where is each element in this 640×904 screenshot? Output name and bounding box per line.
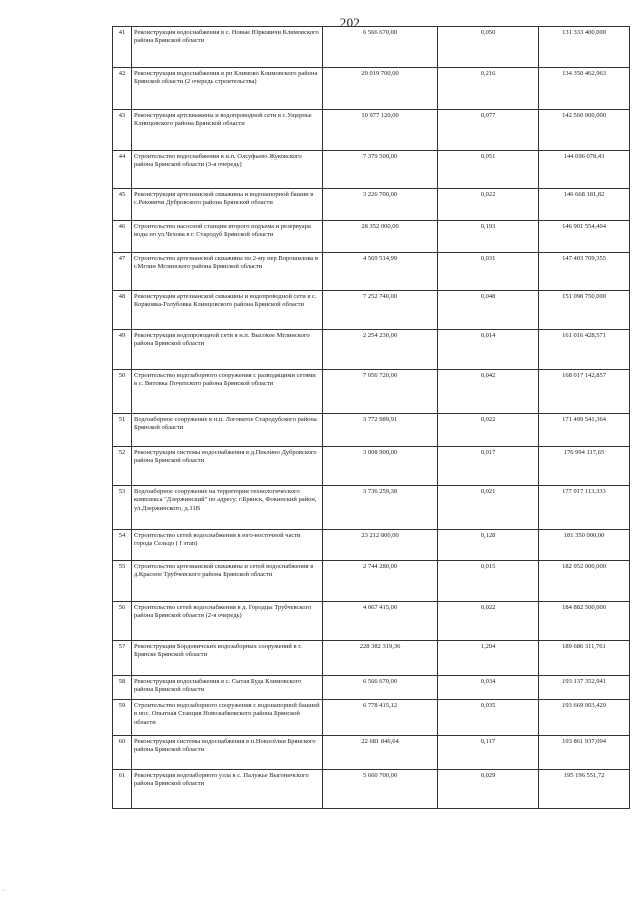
project-share: 0,034 bbox=[438, 676, 539, 700]
cumulative-total: 176 994 117,65 bbox=[539, 447, 630, 486]
cumulative-total: 142 560 000,000 bbox=[539, 110, 630, 151]
project-share: 0,015 bbox=[438, 561, 539, 602]
row-number: 51 bbox=[113, 414, 132, 447]
project-share: 0,017 bbox=[438, 447, 539, 486]
project-share: 1,204 bbox=[438, 641, 539, 676]
project-name: Реконструкция водоснабжения в рп Климово Климовского района Брянской области (2 очередь строительства) bbox=[132, 68, 323, 110]
project-name: Реконструкция водоснабжения в с. Новые Юрковичи Климовского района Брянской области bbox=[132, 27, 323, 68]
project-amount: 5 660 700,00 bbox=[323, 770, 438, 809]
table-row bbox=[113, 189, 630, 221]
page-number: 202 bbox=[339, 15, 361, 30]
row-number: 49 bbox=[113, 330, 132, 370]
cumulative-total: 189 686 311,761 bbox=[539, 641, 630, 676]
table-row bbox=[113, 221, 630, 253]
table-row bbox=[113, 676, 630, 700]
table-row bbox=[113, 27, 630, 68]
row-number: 46 bbox=[113, 221, 132, 253]
table-row bbox=[113, 486, 630, 530]
project-amount: 7 056 720,00 bbox=[323, 370, 438, 414]
row-number: 48 bbox=[113, 291, 132, 330]
row-number: 58 bbox=[113, 676, 132, 700]
row-number: 52 bbox=[113, 447, 132, 486]
row-number: 54 bbox=[113, 530, 132, 561]
table-row bbox=[113, 330, 630, 370]
project-name: Строительство сетей водоснабжения в юго-восточной части города Сельцо ( I этап) bbox=[132, 530, 323, 561]
project-share: 0,048 bbox=[438, 291, 539, 330]
project-share: 0,193 bbox=[438, 221, 539, 253]
table-row bbox=[113, 770, 630, 809]
project-amount: 10 977 120,00 bbox=[323, 110, 438, 151]
cumulative-total: 182 952 000,000 bbox=[539, 561, 630, 602]
project-name: Реконструкция водозаборного узла в с. Палужье Выгоничского района Брянской области bbox=[132, 770, 323, 809]
project-name: Строительство насосной станции второго подъема и резервуара воды по ул.Чехова в г. Стародуб Брянской области bbox=[132, 221, 323, 253]
row-number: 41 bbox=[113, 27, 132, 68]
project-share: 0,021 bbox=[438, 486, 539, 530]
project-share: 0,014 bbox=[438, 330, 539, 370]
scan-artifact: · bbox=[2, 885, 5, 895]
table-row bbox=[113, 561, 630, 602]
table-row bbox=[113, 641, 630, 676]
project-amount: 3 736 259,38 bbox=[323, 486, 438, 530]
row-number: 57 bbox=[113, 641, 132, 676]
project-name: Строительство водоснабжения в н.п. Олсуфьево Жуковского района Брянской области (3-я очередь) bbox=[132, 151, 323, 189]
project-share: 0,216 bbox=[438, 68, 539, 110]
projects-table bbox=[112, 26, 630, 809]
project-amount: 29 019 700,00 bbox=[323, 68, 438, 110]
project-amount: 7 252 740,00 bbox=[323, 291, 438, 330]
row-number: 42 bbox=[113, 68, 132, 110]
project-amount: 28 352 000,00 bbox=[323, 221, 438, 253]
project-share: 0,051 bbox=[438, 151, 539, 189]
project-name: Реконструкция водопроводной сети в н.п. Высокое Мглинского района Брянской области bbox=[132, 330, 323, 370]
cumulative-total: 134 350 462,963 bbox=[539, 68, 630, 110]
cumulative-total: 193 669 003,429 bbox=[539, 700, 630, 736]
table-row bbox=[113, 253, 630, 291]
cumulative-total: 146 901 554,404 bbox=[539, 221, 630, 253]
row-number: 43 bbox=[113, 110, 132, 151]
cumulative-total: 181 350 000,00 bbox=[539, 530, 630, 561]
row-number: 50 bbox=[113, 370, 132, 414]
cumulative-total: 193 861 937,094 bbox=[539, 736, 630, 770]
row-number: 56 bbox=[113, 602, 132, 641]
project-name: Реконструкция артезианской скважины и водонапорной башни в с.Рековичи Дубровского района Брянской области bbox=[132, 189, 323, 221]
project-name: Водозаборное сооружение на территории технологического комплекса "Дзержинский" по адресу: г.Брянск, Фокинский район, ул.Дзержинского, д.11В bbox=[132, 486, 323, 530]
project-amount: 6 778 415,12 bbox=[323, 700, 438, 736]
cumulative-total: 147 403 709,355 bbox=[539, 253, 630, 291]
project-name: Строительство артезианской скважины по 2-му пер Ворошилова в г.Мглин Мглинского района Брянской области bbox=[132, 253, 323, 291]
cumulative-total: 146 668 181,82 bbox=[539, 189, 630, 221]
cumulative-total: 193 137 352,941 bbox=[539, 676, 630, 700]
project-amount: 7 379 500,00 bbox=[323, 151, 438, 189]
table-row bbox=[113, 530, 630, 561]
table-row bbox=[113, 602, 630, 641]
project-name: Реконструкция системы водоснабжения в п.Новосёлки Брянского района Брянской области bbox=[132, 736, 323, 770]
row-number: 44 bbox=[113, 151, 132, 189]
project-name: Реконструкция системы водоснабжения в д.Пеклино Дубровского района Брянской области bbox=[132, 447, 323, 486]
row-number: 61 bbox=[113, 770, 132, 809]
table-row bbox=[113, 447, 630, 486]
table-row bbox=[113, 291, 630, 330]
project-name: Строительство водозаборного сооружения с водонапорной башней в пос. Опытная Станция Новозыбковского района Брянской области bbox=[132, 700, 323, 736]
project-share: 0,117 bbox=[438, 736, 539, 770]
project-share: 0,042 bbox=[438, 370, 539, 414]
cumulative-total: 151 098 750,000 bbox=[539, 291, 630, 330]
table-row bbox=[113, 151, 630, 189]
project-amount: 22 681 846,64 bbox=[323, 736, 438, 770]
project-amount: 6 566 670,00 bbox=[323, 676, 438, 700]
row-number: 55 bbox=[113, 561, 132, 602]
cumulative-total: 171 499 541,364 bbox=[539, 414, 630, 447]
project-share: 0,029 bbox=[438, 770, 539, 809]
table-row bbox=[113, 700, 630, 736]
project-share: 0,128 bbox=[438, 530, 539, 561]
cumulative-total: 161 016 428,571 bbox=[539, 330, 630, 370]
project-amount: 3 772 989,91 bbox=[323, 414, 438, 447]
row-number: 47 bbox=[113, 253, 132, 291]
cumulative-total: 144 696 078,43 bbox=[539, 151, 630, 189]
project-amount: 228 382 319,36 bbox=[323, 641, 438, 676]
project-name: Водозаборное сооружение в н.п. Логоватое Стародубского района Брянской области bbox=[132, 414, 323, 447]
row-number: 60 bbox=[113, 736, 132, 770]
project-amount: 4 067 415,00 bbox=[323, 602, 438, 641]
cumulative-total: 184 882 500,000 bbox=[539, 602, 630, 641]
table-row bbox=[113, 736, 630, 770]
table-row bbox=[113, 414, 630, 447]
project-name: Реконструкция артскважины и водопроводной сети в с.Ущерпье Клинцовского района Брянской области bbox=[132, 110, 323, 151]
project-amount: 23 212 800,00 bbox=[323, 530, 438, 561]
project-share: 0,022 bbox=[438, 602, 539, 641]
table-row bbox=[113, 110, 630, 151]
row-number: 45 bbox=[113, 189, 132, 221]
project-share: 0,035 bbox=[438, 700, 539, 736]
project-share: 0,050 bbox=[438, 27, 539, 68]
project-amount: 2 744 280,00 bbox=[323, 561, 438, 602]
project-share: 0,031 bbox=[438, 253, 539, 291]
project-name: Строительство сетей водоснабжения в д. Городцы Трубчевского района Брянской области (2-я очередь) bbox=[132, 602, 323, 641]
project-amount: 2 254 230,00 bbox=[323, 330, 438, 370]
row-number: 53 bbox=[113, 486, 132, 530]
project-amount: 4 569 514,99 bbox=[323, 253, 438, 291]
project-share: 0,022 bbox=[438, 414, 539, 447]
cumulative-total: 177 917 113,333 bbox=[539, 486, 630, 530]
project-amount: 6 566 670,00 bbox=[323, 27, 438, 68]
cumulative-total: 131 333 400,000 bbox=[539, 27, 630, 68]
table-row bbox=[113, 68, 630, 110]
cumulative-total: 168 017 142,857 bbox=[539, 370, 630, 414]
project-share: 0,077 bbox=[438, 110, 539, 151]
table-row bbox=[113, 370, 630, 414]
cumulative-total: 195 196 551,72 bbox=[539, 770, 630, 809]
project-amount: 3 226 700,00 bbox=[323, 189, 438, 221]
project-amount: 3 008 900,00 bbox=[323, 447, 438, 486]
project-name: Строительство водозаборного сооружения с разводящими сетями в с. Витовка Почепского района Брянской области bbox=[132, 370, 323, 414]
project-share: 0,022 bbox=[438, 189, 539, 221]
project-name: Реконструкция водоснабжения в с. Сытая Буда Климовского района Брянской области bbox=[132, 676, 323, 700]
row-number: 59 bbox=[113, 700, 132, 736]
project-name: Строительство артезианской скважины и сетей водоснабжения в д.Красное Трубчевского района Брянской области bbox=[132, 561, 323, 602]
project-name: Реконструкция артезианской скважины и водопроводной сети в с. Коржовка-Голубовка Клинцовского района Брянской области bbox=[132, 291, 323, 330]
project-name: Реконструкция Бордовичских водозаборных сооружений в г. Брянске Брянской области bbox=[132, 641, 323, 676]
